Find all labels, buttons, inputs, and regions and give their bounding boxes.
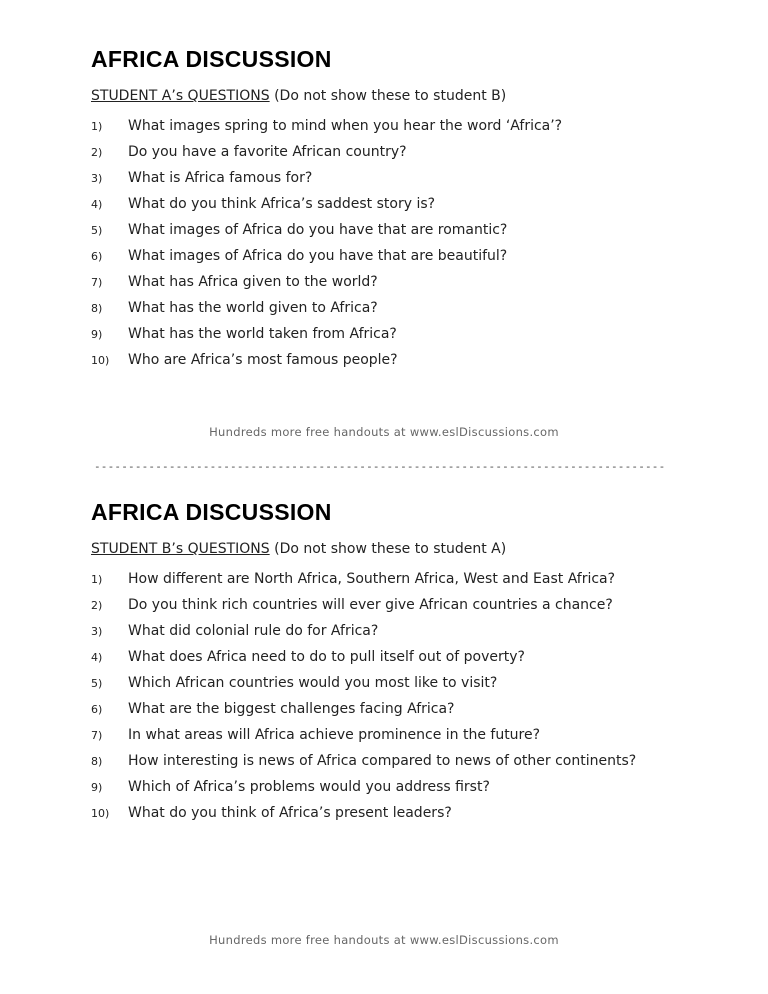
question-number: 10): [91, 807, 110, 820]
question-number: 7): [91, 729, 103, 742]
question-text: What did colonial rule do for Africa?: [128, 623, 379, 639]
section-subtitle: [91, 87, 691, 105]
question-number: 8): [91, 755, 103, 768]
question-item: [91, 644, 691, 670]
section-subtitle: [91, 540, 691, 558]
question-text: What is Africa famous for?: [128, 170, 313, 186]
student-label: STUDENT B’s QUESTIONS: [91, 541, 270, 557]
question-text: Do you think rich countries will ever give African countries a chance?: [128, 597, 613, 613]
question-number: 6): [91, 703, 103, 716]
question-number: 2): [91, 146, 103, 159]
question-list: [91, 113, 691, 373]
question-number: 4): [91, 651, 103, 664]
question-item: [91, 191, 691, 217]
question-item: [91, 295, 691, 321]
question-text: What has the world taken from Africa?: [128, 326, 397, 342]
question-text: Which of Africa’s problems would you address first?: [128, 779, 490, 795]
question-text: What are the biggest challenges facing Africa?: [128, 701, 455, 717]
question-list: [91, 566, 691, 826]
question-number: 5): [91, 224, 103, 237]
question-item: [91, 165, 691, 191]
question-text: How different are North Africa, Southern Africa, West and East Africa?: [128, 571, 616, 587]
instruction-text: (Do not show these to student A): [269, 541, 507, 557]
question-number: 6): [91, 250, 103, 263]
question-item: [91, 243, 691, 269]
section-a: [91, 45, 691, 373]
question-item: [91, 670, 691, 696]
question-item: [91, 566, 691, 592]
question-number: 9): [91, 781, 103, 794]
question-item: [91, 113, 691, 139]
question-number: 3): [91, 172, 103, 185]
footer-credit: Hundreds more free handouts at www.eslDiscussions.com: [209, 933, 559, 947]
question-item: [91, 217, 691, 243]
question-number: 1): [91, 573, 103, 586]
instruction-text: (Do not show these to student B): [269, 88, 507, 104]
student-label: STUDENT A’s QUESTIONS: [91, 88, 270, 104]
question-number: 9): [91, 328, 103, 341]
question-text: Do you have a favorite African country?: [128, 144, 407, 160]
question-text: Who are Africa’s most famous people?: [128, 352, 398, 368]
question-item: [91, 800, 691, 826]
question-text: In what areas will Africa achieve prominence in the future?: [128, 727, 541, 743]
question-item: [91, 592, 691, 618]
question-text: What images of Africa do you have that are beautiful?: [128, 248, 508, 264]
question-number: 7): [91, 276, 103, 289]
question-item: [91, 321, 691, 347]
question-item: [91, 722, 691, 748]
section-b: [91, 498, 691, 826]
question-number: 4): [91, 198, 103, 211]
question-text: How interesting is news of Africa compared to news of other continents?: [128, 753, 637, 769]
question-text: What images spring to mind when you hear the word ‘Africa’?: [128, 118, 563, 134]
question-item: [91, 618, 691, 644]
question-number: 5): [91, 677, 103, 690]
question-number: 1): [91, 120, 103, 133]
question-text: What images of Africa do you have that are romantic?: [128, 222, 508, 238]
question-text: What has Africa given to the world?: [128, 274, 378, 290]
question-text: What has the world given to Africa?: [128, 300, 378, 316]
question-item: [91, 696, 691, 722]
question-number: 10): [91, 354, 110, 367]
question-item: [91, 748, 691, 774]
question-number: 8): [91, 302, 103, 315]
footer-credit: Hundreds more free handouts at www.eslDiscussions.com: [209, 425, 559, 439]
question-text: What do you think Africa’s saddest story is?: [128, 196, 436, 212]
question-text: Which African countries would you most like to visit?: [128, 675, 498, 691]
page-title: AFRICA DISCUSSION: [91, 499, 332, 525]
page-title: AFRICA DISCUSSION: [91, 46, 332, 72]
question-item: [91, 139, 691, 165]
question-item: [91, 269, 691, 295]
question-number: 3): [91, 625, 103, 638]
cut-line-divider: ------------------------------------------------------------------------------------: [94, 460, 666, 473]
question-item: [91, 347, 691, 373]
question-item: [91, 774, 691, 800]
question-number: 2): [91, 599, 103, 612]
question-text: What does Africa need to do to pull itself out of poverty?: [128, 649, 525, 665]
question-text: What do you think of Africa’s present leaders?: [128, 805, 452, 821]
